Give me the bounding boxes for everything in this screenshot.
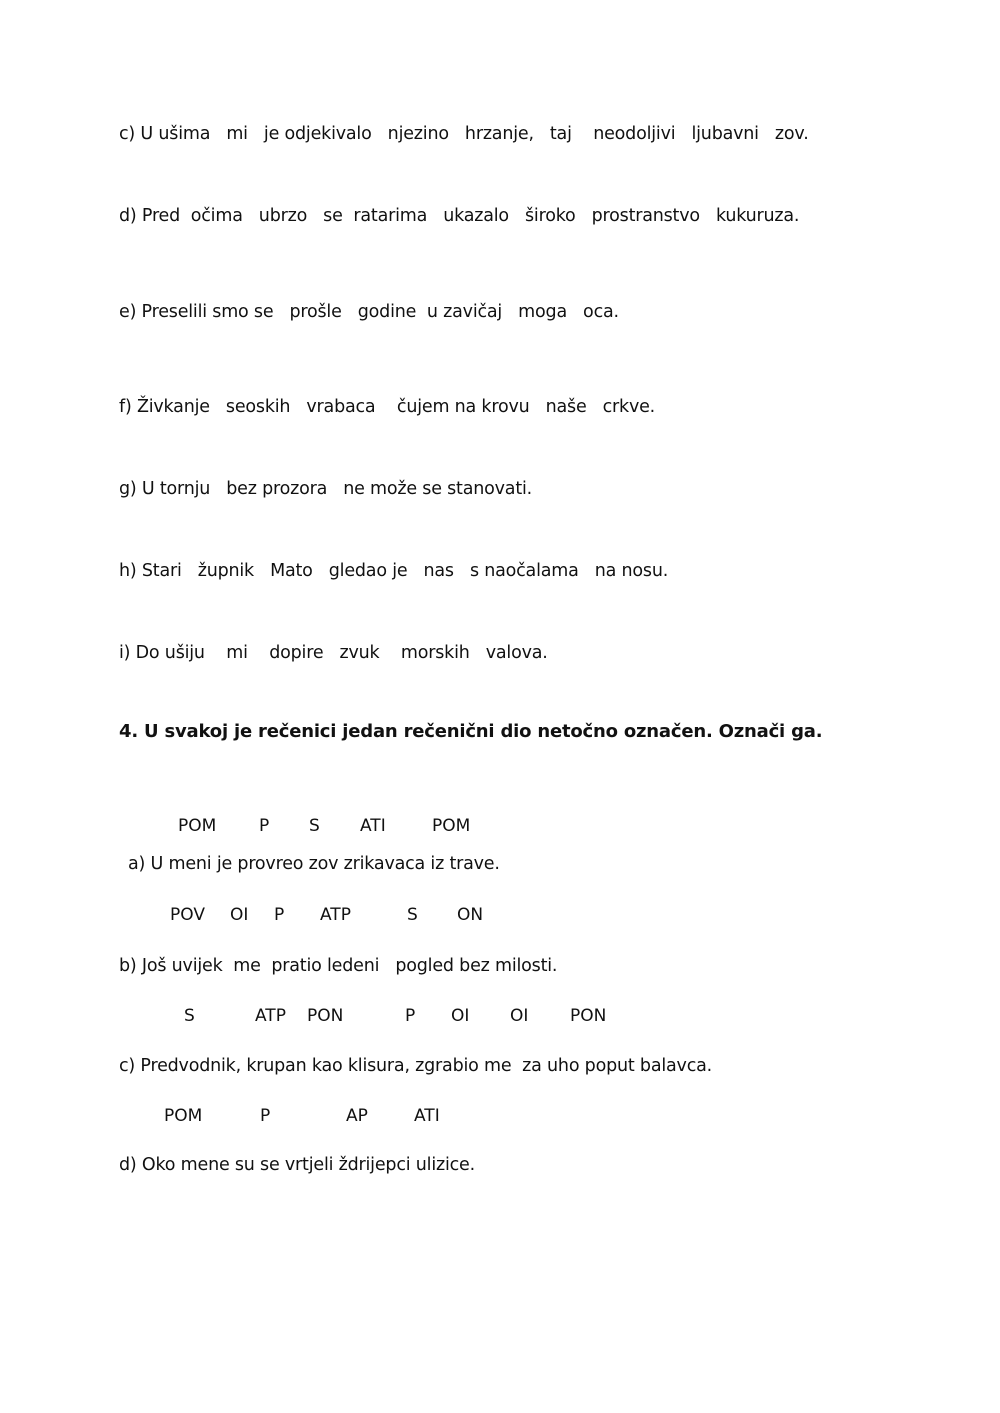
label-b-4: ATP [320, 905, 351, 925]
sentence-e: e) Preselili smo se prošle godine u zavičaj moga oca. [119, 302, 619, 322]
label-d-3: AP [346, 1106, 368, 1126]
label-b-3: P [274, 905, 285, 925]
task4-sentence-b: b) Još uvijek me pratio ledeni pogled bez milosti. [119, 956, 558, 976]
label-c-3: PON [307, 1006, 344, 1026]
sentence-d: d) Pred očima ubrzo se ratarima ukazalo široko prostranstvo kukuruza. [119, 206, 800, 226]
task4-sentence-c: c) Predvodnik, krupan kao klisura, zgrabio me za uho poput balavca. [119, 1056, 713, 1076]
task4-sentence-d: d) Oko mene su se vrtjeli ždrijepci ulizice. [119, 1155, 475, 1175]
label-d-4: ATI [414, 1106, 440, 1126]
task4-heading: 4. U svakoj je rečenici jedan rečenični dio netočno označen. Označi ga. [119, 721, 823, 742]
label-c-5: OI [451, 1006, 470, 1026]
label-b-6: ON [457, 905, 484, 925]
sentence-c: c) U ušima mi je odjekivalo njezino hrzanje, taj neodoljivi ljubavni zov. [119, 124, 809, 144]
label-b-1: POV [170, 905, 205, 925]
sentence-h: h) Stari župnik Mato gledao je nas s naočalama na nosu. [119, 561, 669, 581]
label-a-3: S [309, 816, 320, 836]
label-a-2: P [259, 816, 270, 836]
label-a-5: POM [432, 816, 471, 836]
label-b-2: OI [230, 905, 249, 925]
label-a-4: ATI [360, 816, 386, 836]
sentence-f: f) Živkanje seoskih vrabaca čujem na krovu naše crkve. [119, 397, 656, 417]
label-c-1: S [184, 1006, 195, 1026]
label-c-4: P [405, 1006, 416, 1026]
label-c-7: PON [570, 1006, 607, 1026]
sentence-i: i) Do ušiju mi dopire zvuk morskih valova. [119, 643, 548, 663]
label-d-1: POM [164, 1106, 203, 1126]
label-d-2: P [260, 1106, 271, 1126]
label-c-2: ATP [255, 1006, 286, 1026]
label-c-6: OI [510, 1006, 529, 1026]
label-b-5: S [407, 905, 418, 925]
task4-sentence-a: a) U meni je provreo zov zrikavaca iz trave. [128, 854, 500, 874]
label-a-1: POM [178, 816, 217, 836]
sentence-g: g) U tornju bez prozora ne može se stanovati. [119, 479, 533, 499]
